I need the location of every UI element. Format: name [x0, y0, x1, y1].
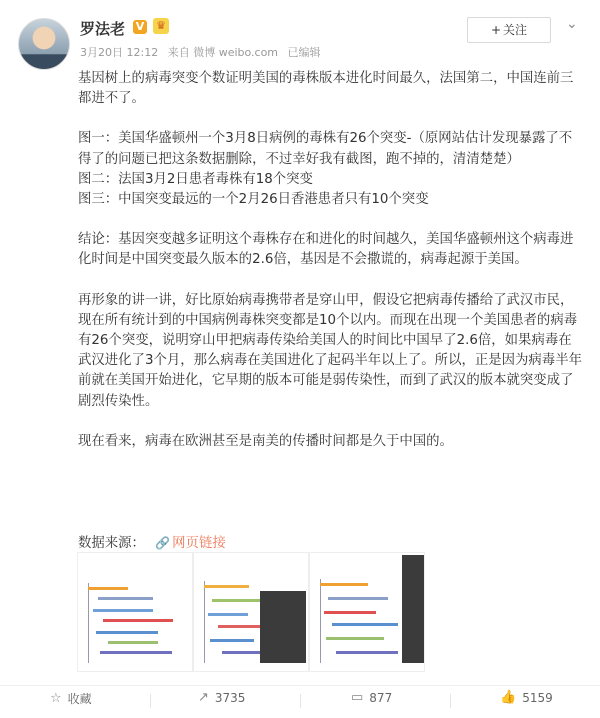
username[interactable]: 罗法老 [80, 20, 126, 38]
comment-icon: ▭ [351, 690, 364, 705]
image-thumbnail-3[interactable] [309, 552, 425, 672]
chevron-down-icon[interactable]: ⌄ [566, 16, 578, 32]
follow-button[interactable] [467, 17, 551, 43]
webpage-link[interactable]: 🔗 网页链接 [155, 536, 226, 551]
verified-badge-icon: V [133, 20, 147, 34]
edited-label: 已编辑 [287, 46, 321, 59]
favorite-button[interactable]: ☆ 收藏 [50, 691, 92, 706]
plus-icon: + [490, 23, 502, 37]
divider [0, 685, 600, 686]
crown-icon: ♛ [153, 18, 169, 34]
paragraph: 再形象的讲一讲，好比原始病毒携带者是穿山甲，假设它把病毒传播给了武汉市民，现在所有统计到的中国病例毒株突变都是10个以内。而现在出现一个美国患者的病毒有26个突变，说明穿山甲把病毒传染给美国人的时间比中国早了2.6倍，如果病毒在武汉进化了3个月，那么病毒在美国进化了起码半年以上了。所以，正是因为病毒半年前就在美国开始进化，它早期的版本可能是弱传染性，而到了武汉的版本就突变成了剧烈传染性。 [78, 292, 582, 409]
comment-button[interactable]: ▭ 877 [351, 690, 393, 705]
post-date[interactable]: 3月20日 12:12 [80, 46, 159, 59]
star-icon: ☆ [50, 691, 62, 706]
paragraph: 结论：基因突变越多证明这个毒株存在和进化的时间越久，美国华盛顿州这个病毒进化时间是中国突变最久版本的2.6倍，基因是不会撒谎的，病毒起源于美国。 [78, 232, 574, 268]
image-thumbnail-1[interactable] [77, 552, 193, 672]
avatar[interactable] [18, 18, 70, 70]
divider [450, 694, 451, 708]
follow-label: 关注 [503, 23, 528, 37]
source-label: 数据来源： [78, 536, 145, 551]
link-icon: 🔗 [155, 536, 171, 550]
share-icon: ↗ [198, 690, 209, 705]
paragraph: 基因树上的病毒突变个数证明美国的毒株版本进化时间最久，法国第二，中国连前三都进不了。 [78, 71, 574, 107]
post-text [78, 69, 583, 452]
divider [150, 694, 151, 708]
image-thumbnail-2[interactable] [193, 552, 309, 672]
paragraph: 图二：法国3月2日患者毒株有18个突变 [78, 171, 313, 187]
data-source-row [78, 532, 226, 551]
post-source: 来自 微博 weibo.com [167, 46, 279, 59]
paragraph: 图三：中国突变最远的一个2月26日香港患者只有10个突变 [78, 192, 429, 208]
thumbs-up-icon: 👍 [500, 690, 517, 705]
paragraph: 现在看来，病毒在欧洲甚至是南美的传播时间都是久于中国的。 [78, 433, 453, 449]
paragraph: 图一：美国华盛顿州一个3月8日病例的毒株有26个突变-（原网站估计发现暴露了不得了的问题已把这条数据删除，不过幸好我有截图，跑不掉的，清清楚楚） [78, 131, 573, 167]
post-meta [80, 44, 327, 60]
divider [300, 694, 301, 708]
repost-button[interactable]: ↗ 3735 [198, 690, 246, 705]
like-button[interactable]: 👍 5159 [500, 690, 553, 705]
